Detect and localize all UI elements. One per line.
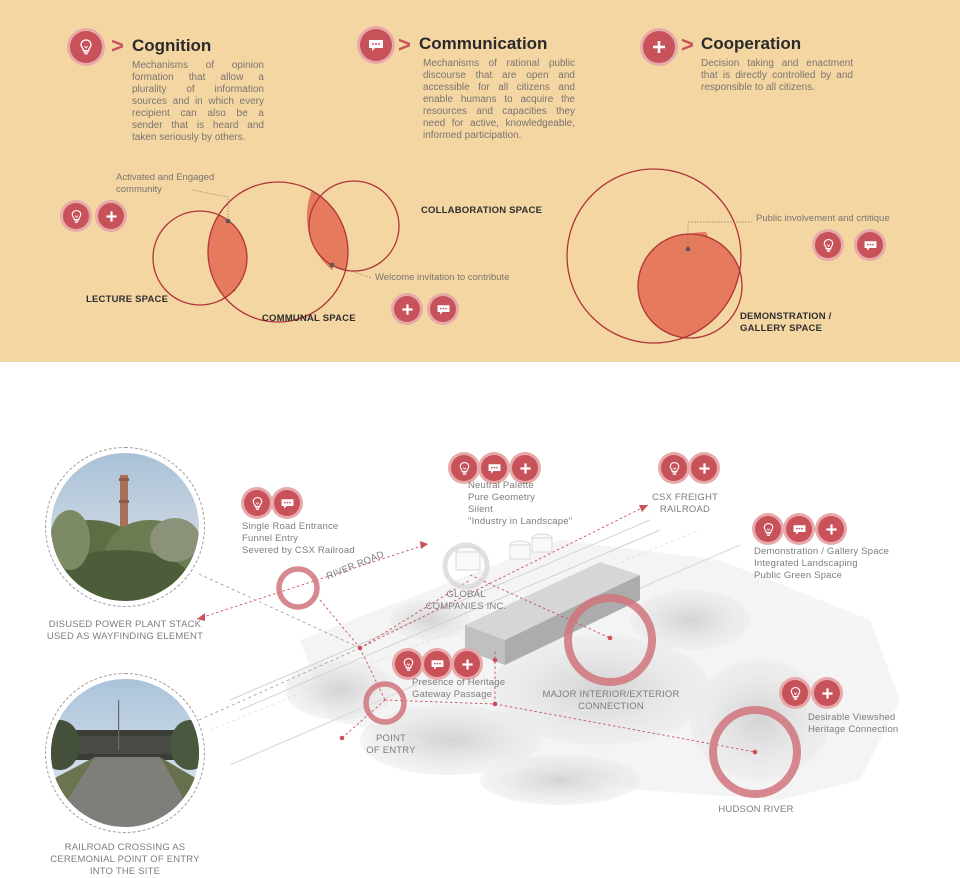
viewshed-note: Desirable Viewshed Heritage Connection bbox=[808, 712, 899, 735]
heritage-lightbulb-icon bbox=[395, 651, 421, 677]
road-speech-bubble-icon bbox=[274, 490, 300, 516]
major-connection-label: MAJOR INTERIOR/EXTERIOR CONNECTION bbox=[542, 689, 680, 712]
cognition-arrow-icon: > bbox=[111, 33, 124, 58]
global-companies-label: GLOBAL COMPANIES INC. bbox=[425, 589, 507, 612]
demo-lightbulb-icon bbox=[755, 516, 781, 542]
neutral-palette-note: Neutral Palette Pure Geometry Silent "Industry in Landscape" bbox=[468, 480, 573, 527]
activated-community-note: Activated and Engaged community bbox=[116, 172, 215, 195]
road-lightbulb-icon bbox=[244, 490, 270, 516]
welcome-invitation-note: Welcome invitation to contribute bbox=[375, 272, 510, 283]
power-plant-caption: DISUSED POWER PLANT STACK USED AS WAYFINDING ELEMENT bbox=[46, 619, 204, 642]
river-road-label: RIVER ROAD bbox=[325, 549, 386, 583]
collaboration-space-label: COLLABORATION SPACE bbox=[421, 205, 543, 216]
viewshed-plus-icon bbox=[814, 680, 840, 706]
communal-space-label: COMMUNAL SPACE bbox=[262, 313, 356, 324]
csx-lightbulb-icon bbox=[661, 455, 687, 481]
demo-gallery-note: Demonstration / Gallery Space Integrated Landscaping Public Green Space bbox=[754, 546, 890, 581]
demo-speech-bubble-icon bbox=[786, 516, 812, 542]
csx-railroad-label: CSX FREIGHT RAILROAD bbox=[651, 492, 719, 515]
road-entrance-note: Single Road Entrance Funnel Entry Severed by CSX Railroad bbox=[242, 521, 355, 556]
hudson-river-label: HUDSON RIVER bbox=[718, 804, 794, 815]
cognition-title: Cognition bbox=[132, 36, 212, 55]
demo-plus-icon bbox=[818, 516, 844, 542]
railroad-caption: RAILROAD CROSSING AS CEREMONIAL POINT OF ENTRY INTO THE SITE bbox=[50, 842, 200, 877]
power-plant-photo-ring bbox=[45, 447, 205, 607]
river-road-ring bbox=[279, 569, 317, 607]
cognition-description: Mechanisms of opinion formation that allow a plurality of information sources and in which every recipient can also be a sender that is heard and taken seriously by others. bbox=[132, 60, 264, 143]
public-involvement-note: Public involvement and crtitique bbox=[756, 213, 890, 224]
demonstration-space-label: DEMONSTRATION / GALLERY SPACE bbox=[740, 311, 832, 334]
neutral-speech-bubble-icon bbox=[481, 455, 507, 481]
communication-arrow-icon: > bbox=[398, 32, 411, 57]
csx-plus-icon bbox=[691, 455, 717, 481]
heritage-gateway-note: Presence of Heritage Gateway Passage bbox=[412, 677, 506, 700]
cooperation-description: Decision taking and enactment that is directly controlled by and responsible to all citizens. bbox=[701, 58, 853, 93]
heritage-speech-bubble-icon bbox=[424, 651, 450, 677]
viewshed-lightbulb-icon bbox=[782, 680, 808, 706]
neutral-lightbulb-icon bbox=[451, 455, 477, 481]
railroad-photo-ring bbox=[45, 673, 205, 833]
cooperation-title: Cooperation bbox=[701, 34, 802, 53]
communication-description: Mechanisms of rational public discourse that are open and accessible for all citizens and enable humans to acquire the resources and capacities they need for active, knowledgeable, informed participation. bbox=[423, 58, 575, 141]
cooperation-arrow-icon: > bbox=[681, 32, 694, 57]
point-of-entry-label: POINT OF ENTRY bbox=[366, 733, 416, 756]
communication-title: Communication bbox=[419, 34, 548, 53]
neutral-plus-icon bbox=[512, 455, 538, 481]
lecture-space-label: LECTURE SPACE bbox=[86, 294, 169, 305]
heritage-plus-icon bbox=[454, 651, 480, 677]
